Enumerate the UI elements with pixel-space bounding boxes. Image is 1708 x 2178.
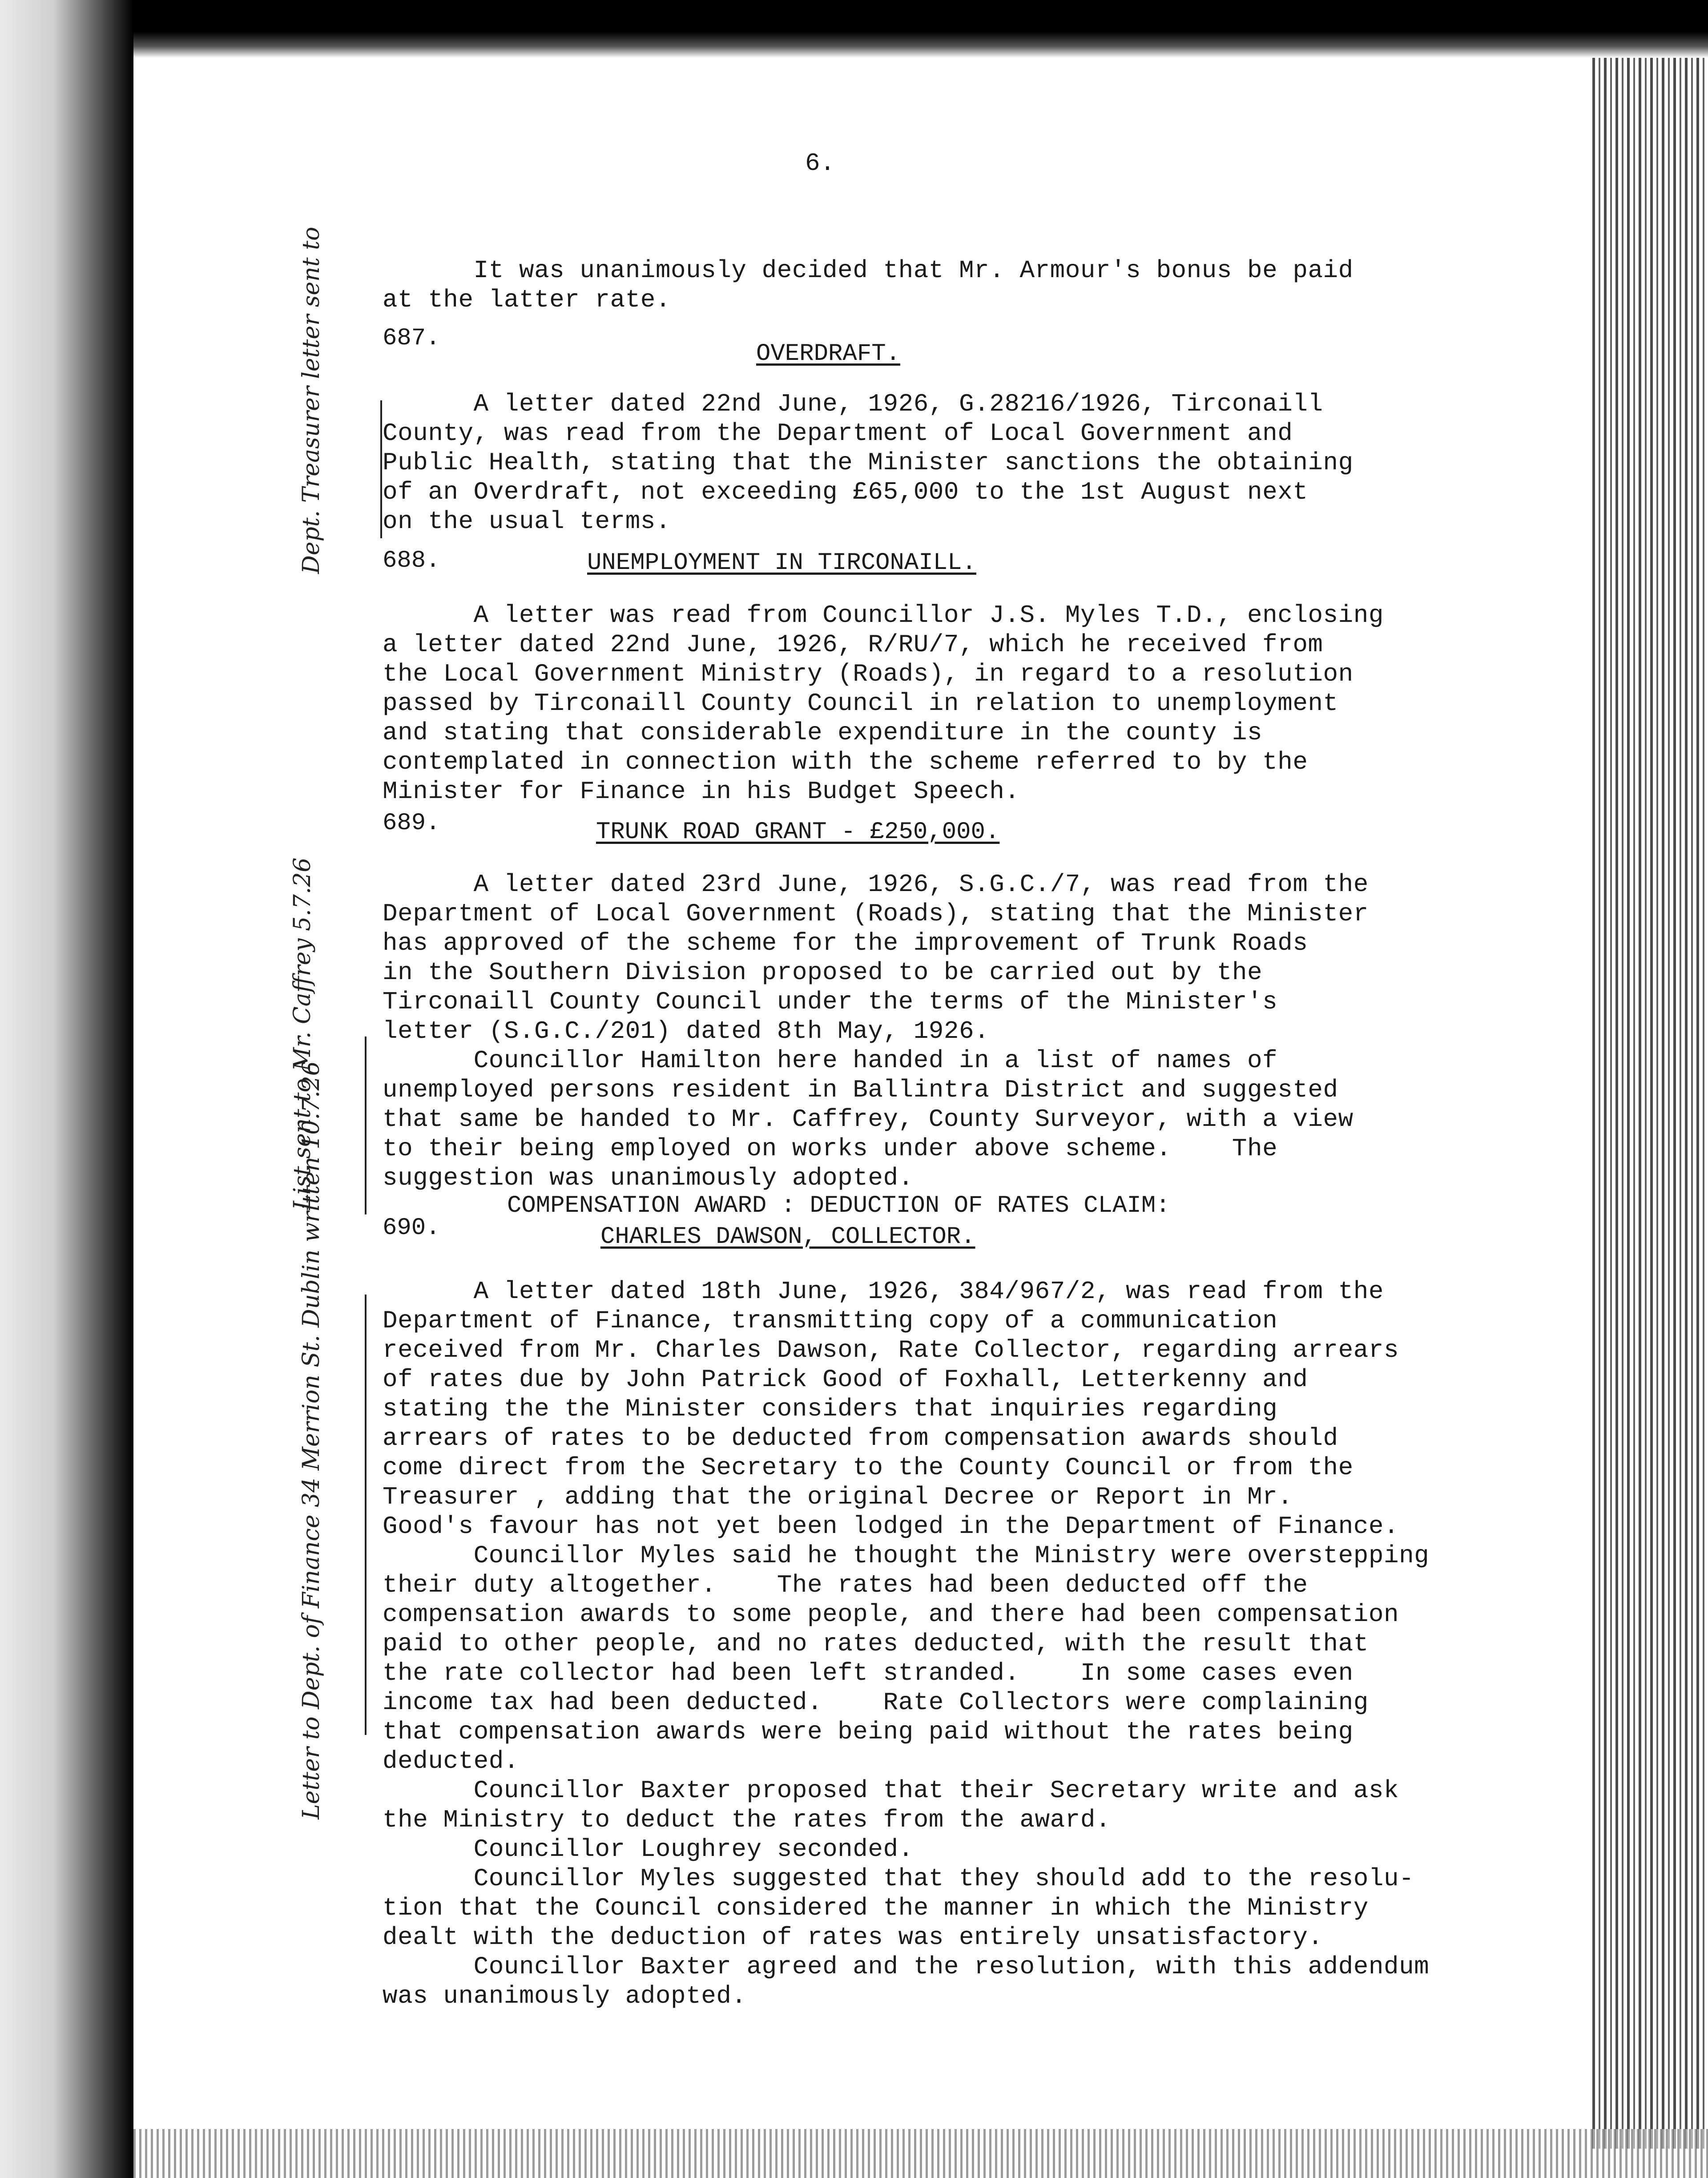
item-body-688: A letter was read from Councillor J.S. Myles T.D., enclosing a letter dated 22nd June, 1926, R/RU/7, which he received from the Local Government Ministry (Roads), in regard to a resolution passed by Tirconaill County Council in relation to unemployment and stating that considerable expenditure in the county is contemplated in connection with the scheme referred to by the Minister for Finance in his Budget Speech. (383, 601, 1384, 806)
margin-note-690: Letter to Dept. of Finance 34 Merrion St. Dublin written 10.7.26 (298, 1061, 325, 1819)
item-body-690: A letter dated 18th June, 1926, 384/967/2, was read from the Department of Finance, transmitting copy of a communication received from Mr. Charles Dawson, Rate Collector, regarding arrears of rates due by John Patrick Good of Foxhall, Letterkenny and stating the the Minister considers that inquiries regarding arrears of rates to be deducted from compensation awards should come direct from the Secretary to the County Council or from the Treasurer , adding that the original Decree or Report in Mr. Good's favour has not yet been lodged in the Department of Finance. Councillor Myles said he thought the Ministry were overstepping their duty altogether. The rates had been deducted off the compensation awards to some people, and there had been compensation paid to other people, and no rates deducted, with the result that the rate collector had been left stranded. In some cases even income tax had been deducted. Rate Collectors were complaining that compensation awards were being paid without the rates being deducted. Councillor Baxter proposed that their Secretary write and ask the Ministry to deduct the rates from the award. Councillor Loughrey seconded. Councillor Myles suggested that they should add to the resolu- tion that the Council considered the manner in which the Ministry dealt with the deduction of rates was entirely unsatisfactory. Councillor Baxter agreed and the resolution, with this addendum was unanimously adopted. (383, 1277, 1430, 2010)
item-number-690: 690. (383, 1214, 440, 1242)
margin-note-689: List sent to Mr. Caffrey 5.7.26 (289, 857, 316, 1210)
margin-bracket-687 (380, 400, 382, 538)
margin-bracket-690 (365, 1295, 367, 1735)
item-body-689: A letter dated 23rd June, 1926, S.G.C./7, was read from the Department of Local Government (Roads), stating that the Minister has approved of the scheme for the improvement of Trunk Roads in the Southern Division proposed to be carried out by the Tirconaill County Council under the terms of the Minister's letter (S.G.C./201) dated 8th May, 1926. Councillor Hamilton here handed in a list of names of unemployed persons resident in Ballintra District and suggested that same be handed to Mr. Caffrey, County Surveyor, with a view to their being employed on works under above scheme. The suggestion was unanimously adopted. (383, 870, 1369, 1192)
bottom-scan-noise (133, 2129, 1708, 2178)
item-number-687: 687. (383, 325, 440, 352)
item-heading-688: UNEMPLOYMENT IN TIRCONAILL. (587, 549, 976, 577)
item-heading-690-line2: CHARLES DAWSON, COLLECTOR. (600, 1223, 975, 1250)
top-shadow (133, 0, 1708, 58)
page-number: 6. (805, 149, 835, 177)
item-heading-687: OVERDRAFT. (756, 340, 901, 367)
item-body-687: A letter dated 22nd June, 1926, G.28216/1926, Tirconaill County, was read from the Department of Local Government and Public Health, stating that the Minister sanctions the obtaining of an Overdraft, not exceeding £65,000 to the 1st August next on the usual terms. (383, 390, 1354, 536)
page-stack-edge (1592, 58, 1708, 2149)
margin-note-687: Dept. Treasurer letter sent to (298, 226, 325, 574)
item-number-688: 688. (383, 547, 440, 574)
item-heading-689: TRUNK ROAD GRANT - £250,000. (596, 819, 1000, 846)
document-page (142, 62, 1592, 2126)
item-number-689: 689. (383, 810, 440, 837)
margin-bracket-689 (365, 1037, 367, 1214)
binding-edge (0, 0, 133, 2178)
intro-paragraph: It was unanimously decided that Mr. Armour's bonus be paid at the latter rate. (383, 256, 1354, 314)
item-heading-690-line1: COMPENSATION AWARD : DEDUCTION OF RATES CLAIM: (507, 1192, 1170, 1219)
